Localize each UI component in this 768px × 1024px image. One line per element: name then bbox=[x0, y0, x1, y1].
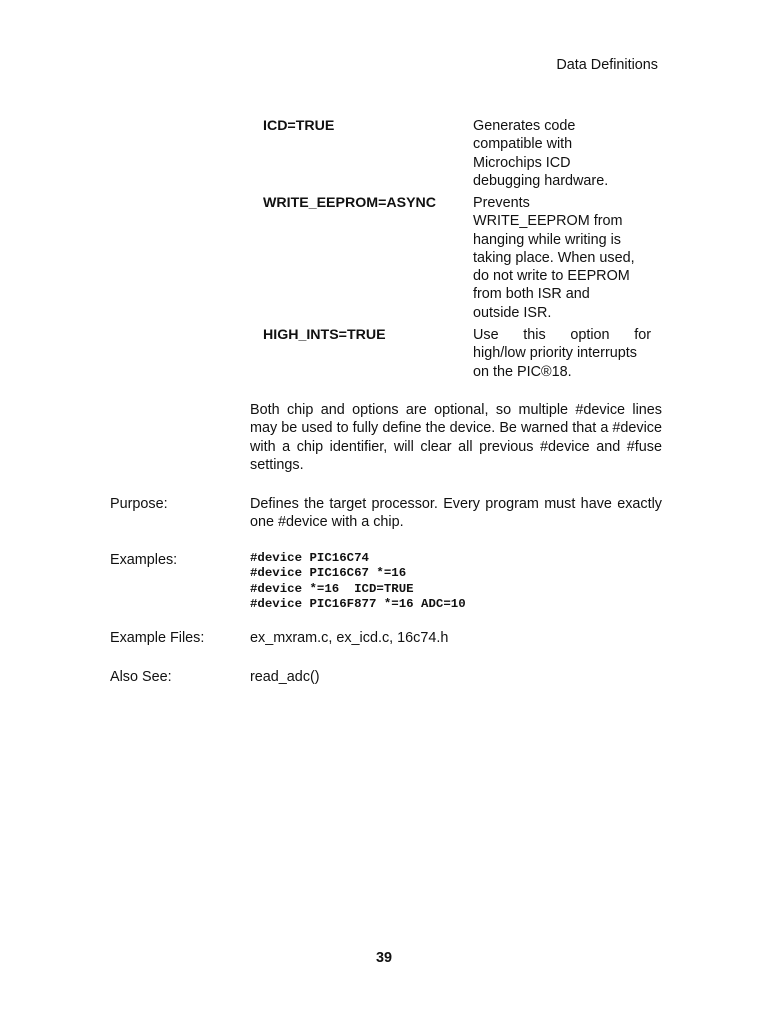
page-number: 39 bbox=[375, 950, 392, 966]
option-description-icd bbox=[473, 117, 651, 190]
option-description-line: Microchips ICD bbox=[473, 154, 571, 171]
option-description-line: compatible with bbox=[473, 136, 573, 153]
code-line: #device PIC16C67 *=16 bbox=[250, 566, 407, 581]
also-see-link: read_adc() bbox=[250, 669, 320, 685]
purpose-text: Defines the target processor. Every program must have exactly one #device with a chip. bbox=[250, 496, 662, 531]
option-description-line: do not write to EEPROM bbox=[473, 268, 630, 285]
option-description-line: on the PIC®18. bbox=[473, 363, 572, 380]
examples-code-block bbox=[250, 551, 662, 612]
option-description-line: Prevents bbox=[473, 195, 530, 211]
code-line: #device *=16 ICD=TRUE bbox=[250, 581, 414, 596]
device-note-paragraph: Both chip and options are optional, so multiple #device lines may be used to fully define the device. Be warned that a #device with a chip identifier, will clear all previous #device and #fuse settings. bbox=[250, 402, 662, 473]
option-name-write-eeprom: WRITE_EEPROM=ASYNC bbox=[263, 195, 437, 211]
option-description-high-ints bbox=[473, 326, 651, 381]
code-line: #device PIC16C74 bbox=[250, 551, 369, 565]
code-line: #device PIC16F877 *=16 ADC=10 bbox=[250, 596, 466, 611]
option-description-line: from both ISR and bbox=[473, 286, 590, 303]
option-description-line: taking place. When used, bbox=[473, 249, 635, 266]
example-files-label: Example Files: bbox=[110, 630, 205, 646]
example-files-text: ex_mxram.c, ex_icd.c, 16c74.h bbox=[250, 630, 449, 646]
option-description-line: hanging while writing is bbox=[473, 231, 621, 248]
option-description-line: WRITE_EEPROM from bbox=[473, 213, 623, 230]
option-name-icd: ICD=TRUE bbox=[263, 118, 335, 134]
option-description-line: high/low priority interrupts bbox=[473, 345, 637, 362]
option-description-line: outside ISR. bbox=[473, 304, 552, 321]
examples-label: Examples: bbox=[110, 552, 178, 568]
option-description-write-eeprom bbox=[473, 194, 651, 322]
page-header-title: Data Definitions bbox=[556, 57, 658, 73]
purpose-label: Purpose: bbox=[110, 496, 168, 512]
option-description-line: Use this option for bbox=[473, 327, 651, 343]
option-description-line: debugging hardware. bbox=[473, 172, 609, 189]
also-see-label: Also See: bbox=[110, 669, 172, 685]
option-description-line: Generates code bbox=[473, 118, 576, 134]
option-name-high-ints: HIGH_INTS=TRUE bbox=[263, 327, 386, 343]
